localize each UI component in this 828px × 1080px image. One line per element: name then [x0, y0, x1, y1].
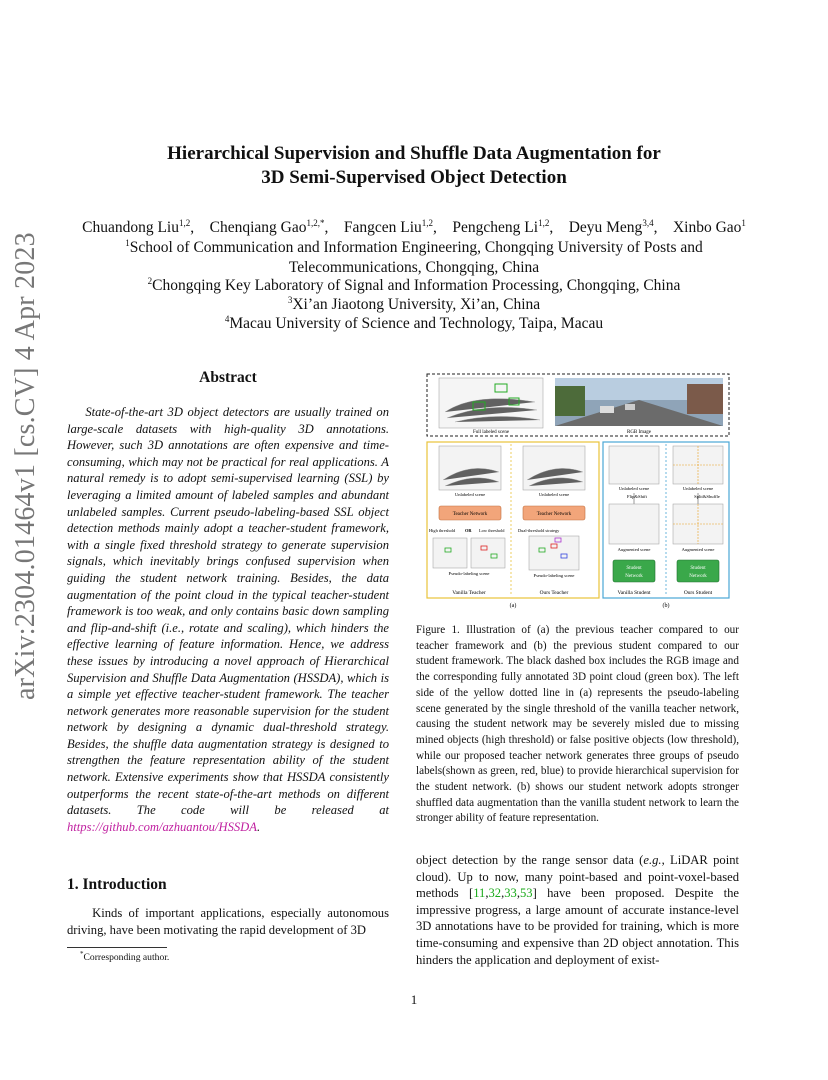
paper-title-line1: Hierarchical Supervision and Shuffle Data Augmentation for: [167, 143, 661, 164]
figure-label-full-scene: Full labeled scene: [472, 430, 510, 435]
author-affiliation-mark: 3,4: [642, 218, 654, 228]
svg-text:Student: Student: [690, 566, 706, 571]
page-number: 1: [410, 992, 418, 1007]
svg-text:Pseudo-labeling scene: Pseudo-labeling scene: [448, 571, 490, 576]
figure-caption: Figure 1. Illustration of (a) the previous teacher compared to our teacher framework and (b) the previous student compared to our student framework. The black dashed box includes the RGB image and the corresponding fully annotated 3D point cloud (green box). The left side of the yellow dotted line in (a) represents the pseudo-labeling scene generated by the single threshold of the vanilla teacher network, causing the student network may be severely misled due to missing mined objects (high threshold) or false positive objects (low threshold), while our proposed teacher network generates three groups of pseudo labels(shown as green, red, blue) to provide hierarchical supervision for the student network. (b) shows our student network adopts stronger shuffled data augmentation than the vanilla student network to learn the stronger ability of feature representation.: [416, 624, 739, 825]
author-name: Fangcen Liu: [343, 219, 422, 236]
affiliation-3: $^3$Xi’an Jiaotong University, Xi’an, China: [287, 295, 541, 313]
svg-text:Network: Network: [625, 574, 643, 579]
author-list: Chuandong Liu$^{1,2}$, Chenqiang Gao$^{1,2,*}$, Fangcen Liu$^{1,2}$, Pengcheng Li$^{1,2}$, Deyu Meng$^{3,4}$, Xinbo Gao$^1$: [82, 218, 746, 236]
author-name: Deyu Meng: [568, 219, 643, 236]
vanilla-student-label: Vanilla Student: [617, 590, 651, 596]
citation-ref[interactable]: 11: [473, 886, 486, 901]
author-affiliation-mark: 1,2: [178, 218, 191, 228]
svg-text:Student: Student: [626, 566, 642, 571]
abstract-heading: Abstract: [199, 369, 257, 386]
svg-text:Unlabeled scene: Unlabeled scene: [682, 486, 714, 491]
svg-text:Unlabeled scene: Unlabeled scene: [538, 492, 570, 497]
arxiv-side-label: arXiv:2304.01464v1 [cs.CV] 4 Apr 2023: [10, 232, 41, 700]
author-name: Chenqiang Gao: [209, 219, 307, 236]
panel-a-label: (a): [509, 603, 517, 609]
code-link[interactable]: https://github.com/azhuantou/HSSDA: [67, 819, 257, 834]
svg-text:Teacher Network: Teacher Network: [536, 512, 572, 517]
vanilla-teacher-label: Vanilla Teacher: [452, 590, 486, 596]
affiliation-1: $^1$School of Communication and Information Engineering, Chongqing University of Posts and: [125, 238, 703, 256]
svg-text:Split&Shuffle: Split&Shuffle: [694, 494, 720, 499]
svg-text:OR: OR: [465, 528, 472, 533]
intro-left-text: Kinds of important applications, especially autonomous driving, have been motivating the rapid development of 3D: [67, 906, 389, 937]
svg-text:Teacher Network: Teacher Network: [452, 512, 488, 517]
author-affiliation-mark: 1,2,*: [306, 218, 325, 228]
citation-ref[interactable]: 53: [519, 886, 533, 901]
citation-ref[interactable]: 33: [504, 886, 517, 901]
intro-right-text: object detection by the range sensor data (e.g., LiDAR point cloud). Up to now, many point-based and point-voxel-based methods [11,32,33,53] have been proposed. Despite the impressive progress, a large amount of accurate instance-level 3D annotations have to be provided for training, which is more time-consuming and expensive than 2D object annotation. This hinders the application and deployment of exist-: [416, 853, 740, 967]
svg-text:Augmented scene: Augmented scene: [617, 547, 651, 552]
ours-student-label: Ours Student: [683, 590, 713, 596]
figure-1: [425, 372, 731, 612]
author-name: Chuandong Liu: [82, 219, 179, 236]
citation-list: 11,32,33,53: [473, 886, 533, 901]
author-affiliation-mark: 1: [741, 218, 746, 228]
footnote: *Corresponding author.: [80, 950, 170, 963]
author-affiliation-mark: 1,2: [421, 218, 434, 228]
svg-text:Low threshold: Low threshold: [479, 528, 505, 533]
affiliation-2: $^2$Chongqing Key Laboratory of Signal and Information Processing, Chongqing, China: [147, 276, 681, 294]
author-name: Xinbo Gao: [672, 219, 742, 236]
figure-label-rgb: RGB Image: [626, 430, 652, 435]
svg-text:Unlabeled scene: Unlabeled scene: [618, 486, 650, 491]
panel-b-label: (b): [662, 603, 670, 609]
footnote-rule: [67, 947, 167, 948]
svg-text:Pseudo-labeling scene: Pseudo-labeling scene: [533, 573, 575, 578]
svg-text:Unlabeled scene: Unlabeled scene: [454, 492, 486, 497]
svg-text:Flip&Shift: Flip&Shift: [627, 494, 647, 499]
citation-ref[interactable]: 32: [488, 886, 502, 901]
paper-title-line2: 3D Semi-Supervised Object Detection: [261, 167, 567, 188]
intro-heading: 1. Introduction: [67, 876, 167, 893]
affiliation-1-cont: Telecommunications, Chongqing, China: [288, 259, 540, 276]
author-name: Pengcheng Li: [452, 219, 539, 236]
ours-teacher-label: Ours Teacher: [539, 590, 569, 596]
svg-text:Network: Network: [689, 574, 707, 579]
svg-text:Augmented scene: Augmented scene: [681, 547, 715, 552]
abstract-body: State-of-the-art 3D object detectors are usually trained on large-scale datasets with high-quality 3D annotations. However, such 3D annotations are often expensive and time-consuming, which may not be practical for real applications. A natural remedy is to adopt semi-supervised learning (SSL) by leveraging a limited amount of labeled samples and abundant unlabeled samples. Current pseudo-labeling-based SSL object detection methods mainly adopt a teacher-student framework, with a single fixed threshold strategy to generate supervision signals, which inevitably brings confused supervision when guiding the student network training. Besides, the data augmentation of the point cloud in the typical teacher-student framework is too weak, and only contains basic down sampling and flip-and-shift (i.e., rotate and scaling), which hinders the effective learning of feature information. Hence, we address these issues by introducing a novel approach of Hierarchical Supervision and Shuffle Data Augmentation (HSSDA), which is a simple yet effective teacher-student framework. The teacher network generates more reasonable supervision for the student network by designing a dynamic dual-threshold strategy. Besides, the shuffle data augmentation strategy is designed to strengthen the feature representation ability of the student network. Extensive experiments show that HSSDA consistently outperforms the recent state-of-the-art methods on different datasets. The code will be released at https://github.com/azhuantou/HSSDA.: [67, 405, 389, 834]
svg-text:High threshold: High threshold: [429, 528, 456, 533]
author-affiliation-mark: 1,2: [538, 218, 550, 228]
affiliation-4: $^4$Macau University of Science and Technology, Taipa, Macau: [224, 314, 604, 332]
svg-text:Dual-threshold strategy: Dual-threshold strategy: [518, 528, 560, 533]
